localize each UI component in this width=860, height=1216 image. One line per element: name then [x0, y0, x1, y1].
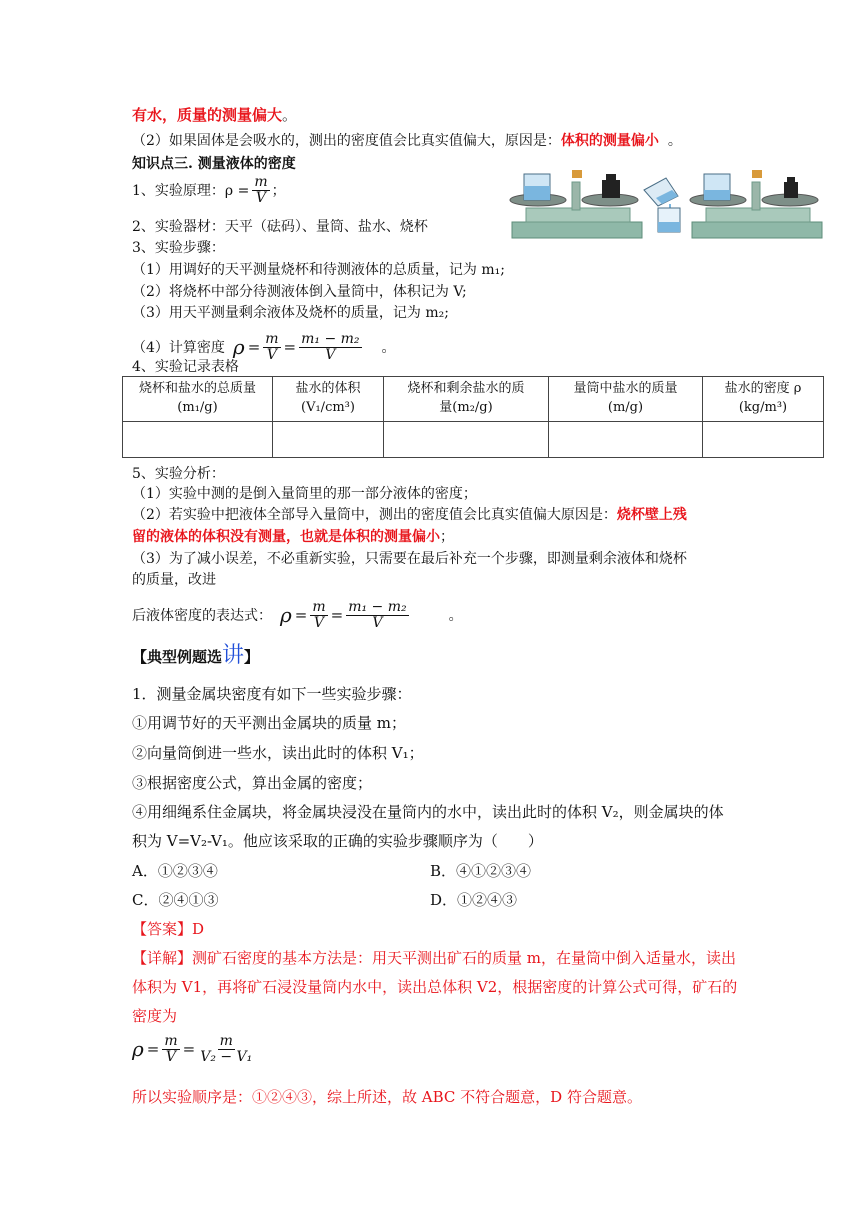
equals-sign: =	[247, 338, 261, 357]
principle-fraction	[252, 175, 269, 205]
table-cell	[384, 421, 549, 457]
intro-line1-red: 有水，质量的测量偏大	[132, 106, 283, 124]
rho-symbol: ρ	[132, 1037, 144, 1062]
frac-num: m	[254, 174, 268, 190]
header-unit: (V₁/cm³)	[301, 399, 355, 415]
question-step-4-line2: 积为 V=V₂-V₁。他应该采取的正确的实验步骤顺序为（ ）	[132, 832, 543, 850]
analysis-1: （1）实验中测的是倒入量筒里的那一部分液体的密度；	[132, 486, 477, 502]
header-unit: 量(m₂/g)	[439, 399, 493, 415]
table-empty-row	[123, 421, 824, 457]
step-1: （1）用调好的天平测量烧杯和待测液体的总质量，记为 m₁;	[132, 262, 505, 278]
frac-den: V	[372, 614, 383, 631]
option-b: B．④①②③④	[430, 862, 532, 880]
table-header-cell	[123, 377, 273, 422]
equals-sign: =	[283, 338, 297, 357]
intro-line2-red: 体积的测量偏小	[560, 133, 659, 149]
header-main: 量筒中盐水的质量	[573, 381, 678, 396]
answer: 【答案】D	[132, 920, 205, 938]
frac-num: m	[164, 1033, 178, 1049]
table-header-cell	[549, 377, 703, 422]
heading-big: 讲	[222, 643, 245, 668]
header-unit: (m/g)	[607, 399, 644, 415]
table-cell	[123, 421, 273, 457]
section-title: 知识点三. 测量液体的密度	[132, 156, 296, 172]
analysis-2-text: （2）若实验中把液体全部导入量筒中，测出的密度值会比真实值偏大原因是：	[132, 507, 617, 523]
table-cell	[273, 421, 384, 457]
fraction-m-v	[310, 600, 327, 630]
analysis-3-line1: （3）为了减小误差，不必重新实验，只需要在最后补充一个步骤，即测量剩余液体和烧杯	[132, 551, 687, 567]
step-3: （3）用天平测量剩余液体及烧杯的质量，记为 m₂;	[132, 305, 449, 321]
steps-title: 3、实验步骤：	[132, 240, 225, 256]
principle-label: 1、实验原理：ρ =	[132, 183, 250, 200]
intro-line1-end: 。	[282, 106, 298, 124]
examples-heading	[132, 638, 259, 669]
frac-num: m	[312, 599, 326, 615]
detail-formula	[132, 1034, 254, 1064]
table-cell	[549, 421, 703, 457]
option-d: D．①②④③	[430, 891, 518, 909]
frac-den: V	[313, 614, 325, 631]
table-header-cell	[384, 377, 549, 422]
heading-pre: 【典型例题选	[132, 648, 223, 666]
fraction-m-v	[263, 332, 280, 362]
frac-den: V	[266, 346, 277, 363]
principle-line	[132, 175, 286, 205]
analysis-3-label: 后液体密度的表达式：	[132, 608, 272, 625]
intro-line2-end: 。	[667, 133, 682, 149]
frac-den: V	[255, 189, 267, 206]
heading-post: 】	[244, 648, 260, 666]
step-4-end: 。	[381, 340, 396, 357]
equipment-line: 2、实验器材：天平（砝码）、量筒、盐水、烧杯	[132, 219, 428, 235]
rho-symbol: ρ	[232, 335, 245, 360]
analysis-3-formula	[132, 600, 463, 630]
question-step-4-line1: ④用细绳系住金属块，将金属块浸没在量筒内的水中，读出此时的体积 V₂，则金属块的体	[132, 803, 724, 821]
fraction-m1-m2	[299, 332, 361, 362]
fraction-m1-m2	[346, 600, 408, 630]
intro-line2-text: （2）如果固体是会吸水的，测出的密度值会比真实值偏大，原因是：	[132, 133, 561, 149]
step-2: （2）将烧杯中部分待测液体倒入量筒中，体积记为 V;	[132, 284, 467, 300]
analysis-2-line1	[132, 504, 687, 524]
option-a: A．①②③④	[132, 862, 218, 880]
table-header-row	[123, 377, 824, 422]
step-4-label: （4）计算密度	[132, 340, 225, 357]
analysis-title: 5、实验分析：	[132, 466, 225, 482]
detail-line-1: 【详解】测矿石密度的基本方法是：用天平测出矿石的质量 m，在量筒中倒入适量水，读出	[132, 949, 736, 967]
header-main: 烧杯和盐水的总质量	[138, 381, 256, 396]
frac-den: V₂ − V₁	[200, 1048, 253, 1065]
conclusion: 所以实验顺序是：①②④③，综上所述，故 ABC 不符合题意，D 符合题意。	[132, 1088, 642, 1106]
table-cell	[703, 421, 824, 457]
analysis-2-red2: 留的液体的体积没有测量，也就是体积的测量偏小	[132, 529, 440, 545]
principle-tail: ；	[271, 183, 286, 200]
question-step-1: ①用调节好的天平测出金属块的质量 m；	[132, 714, 406, 732]
equals-sign: =	[294, 606, 308, 625]
balance-right	[690, 170, 822, 238]
frac-num: m₁ − m₂	[348, 599, 407, 615]
equals-sign: =	[330, 606, 344, 625]
header-main: 盐水的体积	[295, 381, 361, 396]
detail-line-3: 密度为	[132, 1007, 178, 1025]
detail-line-2: 体积为 V1，再将矿石浸没量筒内水中，读出总体积 V2，根据密度的计算公式可得，矿石的	[132, 978, 738, 996]
frac-den: V	[325, 346, 336, 363]
fraction-v2-v1	[198, 1034, 254, 1064]
balance-illustration	[506, 160, 824, 242]
intro-line1	[132, 104, 297, 125]
question-1: 1．测量金属块密度有如下一些实验步骤：	[132, 685, 412, 703]
option-c: C．②④①③	[132, 891, 219, 909]
question-step-3: ③根据密度公式，算出金属的密度；	[132, 774, 373, 792]
analysis-2-end: ；	[440, 529, 454, 545]
balance-left	[510, 170, 642, 238]
frac-num: m	[219, 1033, 233, 1049]
record-table	[122, 376, 824, 458]
equals-sign: =	[146, 1040, 160, 1059]
frac-den: V	[165, 1048, 177, 1065]
analysis-2-red1: 烧杯壁上残	[616, 507, 687, 523]
equals-sign: =	[182, 1040, 196, 1059]
frac-num: m	[265, 331, 279, 347]
intro-line2	[132, 130, 682, 150]
analysis-3-end: 。	[448, 608, 463, 625]
analysis-3-line2: 的质量，改进	[132, 572, 216, 588]
question-step-2: ②向量筒倒进一些水，读出此时的体积 V₁；	[132, 744, 424, 762]
header-unit: (kg/m³)	[738, 399, 788, 415]
header-main: 盐水的密度 ρ	[724, 381, 802, 396]
pouring-beaker	[644, 178, 680, 232]
table-header-cell	[703, 377, 824, 422]
analysis-2-line2	[132, 526, 454, 546]
table-header-cell	[273, 377, 384, 422]
fraction-m-v	[162, 1034, 179, 1064]
table-title: 4、实验记录表格	[132, 359, 239, 375]
frac-num: m₁ − m₂	[301, 331, 360, 347]
header-main: 烧杯和剩余盐水的质	[407, 381, 525, 396]
header-unit: (m₁/g)	[177, 399, 218, 415]
rho-symbol: ρ	[280, 603, 292, 628]
